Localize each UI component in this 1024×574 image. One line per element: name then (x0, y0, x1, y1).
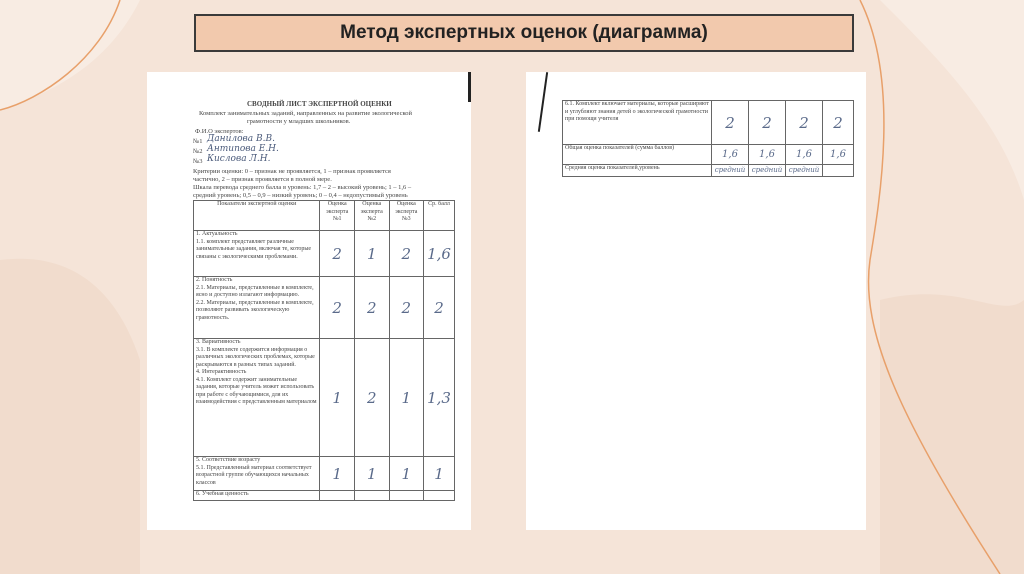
score-cell: 2 (749, 101, 786, 145)
sheet-subheading-2: грамотности у младших школьников. (247, 118, 351, 125)
score-cell: 1 (320, 457, 355, 491)
score-cell: 2 (354, 277, 389, 339)
table-row (563, 165, 854, 177)
score-cell: 1 (424, 457, 455, 491)
table-row (563, 145, 854, 165)
table-row (194, 231, 455, 277)
table-row (194, 491, 455, 501)
score-cell: 2 (424, 277, 455, 339)
scan-edge (538, 72, 548, 132)
row-text: 6. Учебная ценность (194, 491, 320, 501)
level-cell (823, 165, 854, 177)
criteria-line-2: частично, 2 – признак проявляется в полной мере. (193, 176, 332, 183)
table-row (194, 339, 455, 457)
experts-label: Ф.И.О экспертов: (195, 128, 244, 135)
sheet-subheading-1: Комплект занимательных заданий, направленных на развитие экологической (199, 110, 413, 117)
score-cell: 1 (354, 231, 389, 277)
slide-title: Метод экспертных оценок (диаграмма) (340, 22, 708, 43)
score-cell (389, 491, 424, 501)
level-cell: средний (712, 165, 749, 177)
header-indicator: Показатели экспертной оценки (194, 201, 320, 231)
level-cell: средний (749, 165, 786, 177)
expert-3-name: Кислова Л.Н. (207, 154, 271, 164)
expert-3-number: №3 (193, 158, 203, 165)
scanned-page-left (147, 72, 471, 530)
score-cell: 2 (320, 231, 355, 277)
score-cell: 1 (389, 339, 424, 457)
row-text: 6.1. Комплект включает материалы, которые расширяют и углубляют знания детей о экологической грамотности при помощи учителя (563, 101, 712, 145)
score-cell: 1 (320, 339, 355, 457)
score-cell: 2 (389, 277, 424, 339)
score-cell: 1 (389, 457, 424, 491)
header-average: Ср. балл (424, 201, 455, 231)
row-text: Средняя оценка показателей,уровень (563, 165, 712, 177)
score-cell: 1,3 (424, 339, 455, 457)
score-cell: 1,6 (749, 145, 786, 165)
row-text: 5. Соответствие возрасту 5.1. Представленный материал соответствует возрастной группе обучающихся начальных классов (194, 457, 320, 491)
sheet-heading: СВОДНЫЙ ЛИСТ ЭКСПЕРТНОЙ ОЦЕНКИ (247, 100, 392, 108)
row-text: 2. Понятность 2.1. Материалы, представленные в комплекте, ясно и доступно излагают информацию. 2.2. Материалы, представленные в комплекте, позволяют развивать экологическую грамотность. (194, 277, 320, 339)
score-cell: 1,6 (786, 145, 823, 165)
row-text: Общая оценка показателей (сумма баллов) (563, 145, 712, 165)
scanned-page-right (526, 72, 866, 530)
score-cell (320, 491, 355, 501)
score-cell: 1,6 (424, 231, 455, 277)
header-expert-1: Оценка эксперта №1 (320, 201, 355, 231)
table-row (194, 277, 455, 339)
expert-1-name: Данилова В.В. (207, 134, 275, 144)
score-cell: 2 (712, 101, 749, 145)
score-cell: 2 (389, 231, 424, 277)
score-cell (354, 491, 389, 501)
table-row (194, 457, 455, 491)
score-cell: 2 (320, 277, 355, 339)
expert-table-left (193, 200, 455, 501)
slide-title-box (194, 14, 854, 52)
table-row (563, 101, 854, 145)
expert-table-right (562, 100, 854, 177)
row-text: 1. Актуальность 1.1. комплект представляет различные занимательные задания, включая те, которые связаны с экологическими проблемами. (194, 231, 320, 277)
row-text: 3. Вариативность 3.1. В комплекте содержится информация о различных экологических проблемах, которые раскрываются в разных типах заданий. 4. Интерактивность 4.1. Комплект содержит занимательные задания, которые учитель может использовать при работе с обучающимися, для их взаимодействия с представленным материалом (194, 339, 320, 457)
header-expert-2: Оценка эксперта №2 (354, 201, 389, 231)
score-cell: 2 (354, 339, 389, 457)
scan-edge (468, 72, 471, 102)
scale-line-2: средний уровень; 0,5 – 0,9 – низкий уровень; 0 – 0,4 – недопустимый уровень (193, 192, 408, 199)
level-cell: средний (786, 165, 823, 177)
score-cell: 1 (354, 457, 389, 491)
expert-1-number: №1 (193, 138, 203, 145)
expert-2-number: №2 (193, 148, 203, 155)
score-cell (424, 491, 455, 501)
score-cell: 2 (823, 101, 854, 145)
score-cell: 1,6 (712, 145, 749, 165)
criteria-line-1: Критерии оценки: 0 – признак не проявляется, 1 – признак проявляется (193, 168, 391, 175)
expert-2-name: Антипова Е.Н. (207, 144, 279, 154)
score-cell: 2 (786, 101, 823, 145)
score-cell: 1,6 (823, 145, 854, 165)
scale-line-1: Шкала перевода среднего балла в уровень: 1,7 – 2 – высокий уровень; 1 – 1,6 – (193, 184, 412, 191)
header-expert-3: Оценка эксперта №3 (389, 201, 424, 231)
